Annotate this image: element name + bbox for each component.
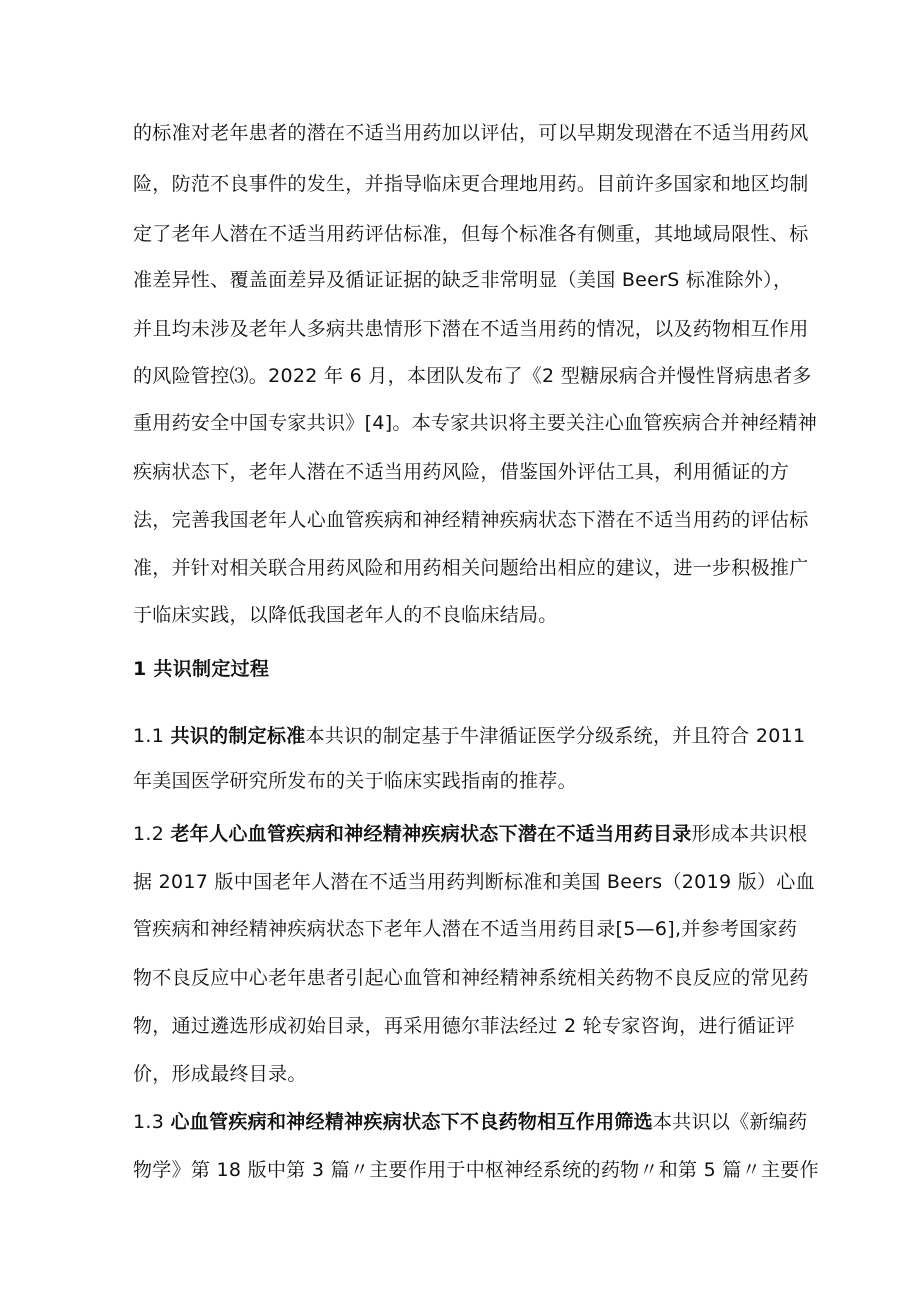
text-line: 年美国医学研究所发布的关于临床实践指南的推荐。 — [133, 770, 577, 792]
text-line: 于临床实践，以降低我国老年人的不良临床结局。 — [133, 604, 558, 626]
text-line: 的风险管控⑶。2022 年 6 月，本团队发布了《2 型糖尿病合并慢性肾病患者多 — [133, 365, 812, 387]
subsection-1-1-first-line — [133, 724, 805, 748]
text-line: 法，完善我国老年人心血管疾病和神经精神疾病状态下潜在不适当用药的评估标 — [133, 509, 809, 531]
text-line: 准差异性、覆盖面差异及循证证据的缺乏非常明显（美国 BeerS 标准除外）， — [133, 269, 793, 291]
text-line: 重用药安全中国专家共识》[4]。本专家共识将主要关注心血管疾病合并神经精神 — [133, 412, 818, 434]
subsection-1-3-first-line — [133, 1110, 807, 1134]
text-line: 准，并针对相关联合用药风险和用药相关问题给出相应的建议，进一步积极推广 — [133, 557, 809, 579]
text-line: 物不良反应中心老年患者引起心血管和神经精神系统相关药物不良反应的常见药 — [133, 967, 809, 989]
text-line: 定了老年人潜在不适当用药评估标准，但每个标准各有侧重，其地域局限性、标 — [133, 223, 809, 245]
text-line: 物，通过遴选形成初始目录，再采用德尔菲法经过 2 轮专家咨询，进行循证评 — [133, 1015, 795, 1037]
text-line: 据 2017 版中国老年人潜在不适当用药判断标准和美国 Beers（2019 版）心血 — [133, 871, 815, 893]
text-line: 险，防范不良事件的发生，并指导临床更合理地用药。目前许多国家和地区均制 — [133, 173, 809, 195]
subsection-title: 老年人心血管疾病和神经精神疾病状态下潜在不适当用药目录 — [170, 823, 692, 845]
text-line: 物学》第 18 版中第 3 篇〃主要作用于中枢神经系统的药物〃和第 5 篇〃主要作 — [133, 1159, 819, 1181]
text-line: 的标准对老年患者的潜在不适当用药加以评估，可以早期发现潜在不适当用药风 — [133, 122, 809, 144]
text-line: 并且均未涉及老年人多病共患情形下潜在不适当用药的情况，以及药物相互作用 — [133, 318, 809, 340]
section-heading: 1 共识制定过程 — [133, 658, 270, 680]
subsection-text: 形成本共识根 — [691, 823, 808, 845]
subsection-title: 共识的制定标准 — [170, 725, 306, 747]
subsection-title: 心血管疾病和神经精神疾病状态下不良药物相互作用筛选 — [170, 1111, 653, 1133]
subsection-text: 本共识以《新编药 — [652, 1111, 808, 1133]
subsection-1-2-first-line — [133, 822, 807, 846]
subsection-number: 1.2 — [133, 823, 171, 845]
text-line: 疾病状态下，老年人潜在不适当用药风险，借鉴国外评估工具，利用循证的方 — [133, 461, 790, 483]
subsection-number: 1.3 — [133, 1111, 171, 1133]
subsection-text: 本共识的制定基于牛津循证医学分级系统，并且符合 2011 — [305, 725, 806, 747]
text-line: 管疾病和神经精神疾病状态下老年人潜在不适当用药目录[5—6],并参考国家药 — [133, 918, 798, 940]
text-line: 价，形成最终目录。 — [133, 1063, 307, 1085]
subsection-number: 1.1 — [133, 725, 171, 747]
